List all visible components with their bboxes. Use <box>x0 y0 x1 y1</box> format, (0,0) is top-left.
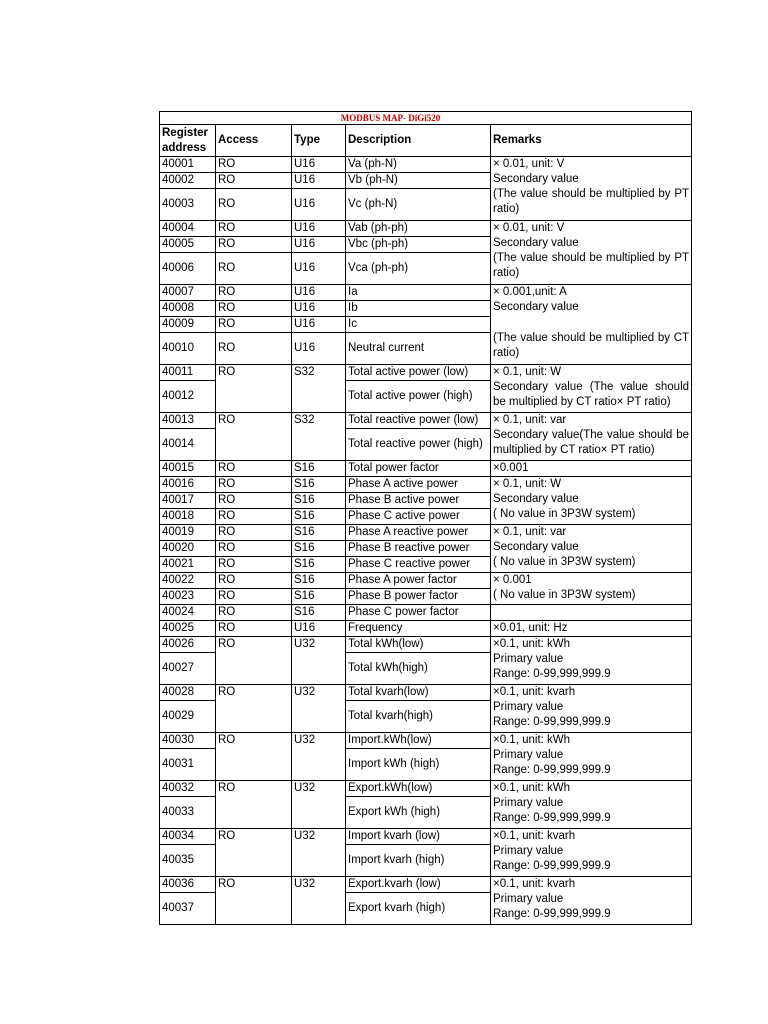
register-address-cell: 40023 <box>160 589 216 605</box>
remark-line: Primary value <box>493 893 564 905</box>
access-cell: RO <box>216 157 292 173</box>
register-address-cell: 40007 <box>160 285 216 301</box>
access-cell: RO <box>216 557 292 573</box>
remarks-cell <box>491 685 692 733</box>
type-cell: U16 <box>292 189 346 221</box>
register-address-cell: 40034 <box>160 829 216 845</box>
table-row <box>160 877 692 893</box>
register-address-cell: 40010 <box>160 333 216 365</box>
description-cell: Vca (ph-ph) <box>346 253 491 285</box>
remark-line: ×0.01, unit: Hz <box>493 622 568 634</box>
description-cell: Frequency <box>346 621 491 637</box>
register-address-cell: 40032 <box>160 781 216 797</box>
access-cell: RO <box>216 189 292 221</box>
remark-line: Range: 0-99,999,999.9 <box>493 764 611 776</box>
type-cell: U16 <box>292 285 346 301</box>
register-address-cell: 40033 <box>160 797 216 829</box>
remarks-cell <box>491 829 692 877</box>
type-cell: S16 <box>292 461 346 477</box>
register-address-cell: 40004 <box>160 221 216 237</box>
description-cell: Phase A power factor <box>346 573 491 589</box>
table-row <box>160 573 692 589</box>
type-cell: S16 <box>292 557 346 573</box>
remark-line: ( No value in 3P3W system) <box>493 556 636 568</box>
register-address-cell: 40009 <box>160 317 216 333</box>
remark-line: × 0.01, unit: V <box>493 158 565 170</box>
access-cell: RO <box>216 829 292 877</box>
remark-line: ( No value in 3P3W system) <box>493 589 636 601</box>
remarks-cell <box>491 365 692 413</box>
description-cell: Phase B power factor <box>346 589 491 605</box>
register-address-cell: 40006 <box>160 253 216 285</box>
table-title: MODBUS MAP- DiGi520 <box>340 113 441 123</box>
description-cell: Va (ph-N) <box>346 157 491 173</box>
table-row <box>160 733 692 749</box>
access-cell: RO <box>216 589 292 605</box>
register-address-cell: 40026 <box>160 637 216 653</box>
description-cell: Total reactive power (high) <box>346 429 491 461</box>
register-address-cell: 40013 <box>160 413 216 429</box>
access-cell: RO <box>216 253 292 285</box>
table-row <box>160 829 692 845</box>
table-row <box>160 461 692 477</box>
table-row <box>160 621 692 637</box>
remark-line: × 0.1, unit: W <box>493 366 562 378</box>
description-cell: Phase C active power <box>346 509 491 525</box>
type-cell: U32 <box>292 877 346 925</box>
register-address-cell: 40020 <box>160 541 216 557</box>
type-cell: U32 <box>292 781 346 829</box>
type-cell: S16 <box>292 525 346 541</box>
type-cell: U16 <box>292 621 346 637</box>
description-cell: Phase B active power <box>346 493 491 509</box>
remark-line: Range: 0-99,999,999.9 <box>493 716 611 728</box>
description-cell: Ic <box>346 317 491 333</box>
access-cell: RO <box>216 509 292 525</box>
remark-line: Primary value <box>493 749 564 761</box>
register-address-cell: 40016 <box>160 477 216 493</box>
type-cell: U16 <box>292 173 346 189</box>
remarks-cell <box>491 877 692 925</box>
access-cell: RO <box>216 365 292 413</box>
description-cell: Total active power (high) <box>346 381 491 413</box>
modbus-map-sheet <box>159 111 691 925</box>
table-row <box>160 685 692 701</box>
remarks-cell <box>491 461 692 477</box>
table-row <box>160 365 692 381</box>
type-cell: U16 <box>292 253 346 285</box>
header-description: Description <box>346 125 491 157</box>
remarks-cell <box>491 413 692 461</box>
description-cell: Total kvarh(low) <box>346 685 491 701</box>
remark-line: (The value should be multiplied by PT ratio) <box>493 188 690 215</box>
register-address-cell: 40027 <box>160 653 216 685</box>
remark-line: × 0.01, unit: V <box>493 222 565 234</box>
remark-line: × 0.1, unit: W <box>493 478 562 490</box>
register-address-cell: 40022 <box>160 573 216 589</box>
table-row <box>160 413 692 429</box>
remarks-cell <box>491 781 692 829</box>
access-cell: RO <box>216 573 292 589</box>
type-cell: U16 <box>292 237 346 253</box>
access-cell: RO <box>216 525 292 541</box>
access-cell: RO <box>216 781 292 829</box>
register-address-cell: 40028 <box>160 685 216 701</box>
type-cell: S32 <box>292 365 346 413</box>
remark-line: × 0.1, unit: var <box>493 414 567 426</box>
description-cell: Ia <box>346 285 491 301</box>
register-address-cell: 40024 <box>160 605 216 621</box>
description-cell: Ib <box>346 301 491 317</box>
table-row <box>160 525 692 541</box>
remark-line: Primary value <box>493 797 564 809</box>
remark-line: Range: 0-99,999,999.9 <box>493 860 611 872</box>
access-cell: RO <box>216 237 292 253</box>
type-cell: U16 <box>292 317 346 333</box>
header-access: Access <box>216 125 292 157</box>
access-cell: RO <box>216 637 292 685</box>
register-address-cell: 40011 <box>160 365 216 381</box>
type-cell: S16 <box>292 493 346 509</box>
register-address-cell: 40037 <box>160 893 216 925</box>
access-cell: RO <box>216 317 292 333</box>
remark-line: Range: 0-99,999,999.9 <box>493 812 611 824</box>
type-cell: U32 <box>292 733 346 781</box>
description-cell: Vb (ph-N) <box>346 173 491 189</box>
type-cell: S16 <box>292 477 346 493</box>
remark-line: Primary value <box>493 845 564 857</box>
description-cell: Import kvarh (high) <box>346 845 491 877</box>
table-row <box>160 221 692 237</box>
register-address-cell: 40021 <box>160 557 216 573</box>
description-cell: Export.kvarh (low) <box>346 877 491 893</box>
access-cell: RO <box>216 733 292 781</box>
remark-line: Secondary value <box>493 173 579 185</box>
description-cell: Neutral current <box>346 333 491 365</box>
register-address-cell: 40029 <box>160 701 216 733</box>
access-cell: RO <box>216 477 292 493</box>
register-address-cell: 40035 <box>160 845 216 877</box>
remark-line: × 0.001,unit: A <box>493 286 567 298</box>
register-address-cell: 40018 <box>160 509 216 525</box>
description-cell: Phase C reactive power <box>346 557 491 573</box>
type-cell: U16 <box>292 333 346 365</box>
description-cell: Total kWh(high) <box>346 653 491 685</box>
access-cell: RO <box>216 605 292 621</box>
register-address-cell: 40025 <box>160 621 216 637</box>
table-row <box>160 157 692 173</box>
type-cell: S16 <box>292 541 346 557</box>
remarks-cell <box>491 733 692 781</box>
register-address-cell: 40008 <box>160 301 216 317</box>
access-cell: RO <box>216 301 292 317</box>
access-cell: RO <box>216 685 292 733</box>
access-cell: RO <box>216 493 292 509</box>
remark-line: ×0.1, unit: kvarh <box>493 830 576 842</box>
type-cell: S32 <box>292 413 346 461</box>
remarks-cell <box>491 637 692 685</box>
description-cell: Export kvarh (high) <box>346 893 491 925</box>
access-cell: RO <box>216 461 292 477</box>
access-cell: RO <box>216 221 292 237</box>
register-address-cell: 40031 <box>160 749 216 781</box>
register-address-cell: 40017 <box>160 493 216 509</box>
table-row <box>160 605 692 621</box>
type-cell: S16 <box>292 573 346 589</box>
remarks-cell <box>491 621 692 637</box>
remark-line: (The value should be multiplied by CT ratio) <box>493 332 690 359</box>
remark-line: × 0.1, unit: var <box>493 526 567 538</box>
description-cell: Phase B reactive power <box>346 541 491 557</box>
remark-line: ×0.001 <box>493 462 529 474</box>
register-address-cell: 40005 <box>160 237 216 253</box>
remark-line: Secondary value <box>493 541 579 553</box>
register-address-cell: 40001 <box>160 157 216 173</box>
access-cell: RO <box>216 285 292 301</box>
remark-line: Secondary value (The value should be multiplied by CT ratio× PT ratio) <box>493 381 690 408</box>
description-cell: Phase A active power <box>346 477 491 493</box>
header-remarks: Remarks <box>491 125 692 157</box>
type-cell: U32 <box>292 685 346 733</box>
type-cell: U16 <box>292 157 346 173</box>
remarks-cell <box>491 477 692 525</box>
description-cell: Import.kWh(low) <box>346 733 491 749</box>
description-cell: Total active power (low) <box>346 365 491 381</box>
table-row <box>160 477 692 493</box>
description-cell: Import kvarh (low) <box>346 829 491 845</box>
description-cell: Vbc (ph-ph) <box>346 237 491 253</box>
description-cell: Export kWh (high) <box>346 797 491 829</box>
register-address-cell: 40036 <box>160 877 216 893</box>
header-register-address: Register address <box>160 125 216 157</box>
description-cell: Total reactive power (low) <box>346 413 491 429</box>
remarks-cell <box>491 525 692 573</box>
register-address-cell: 40014 <box>160 429 216 461</box>
type-cell: U16 <box>292 301 346 317</box>
description-cell: Vc (ph-N) <box>346 189 491 221</box>
remark-line: ×0.1, unit: kWh <box>493 638 571 650</box>
description-cell: Total power factor <box>346 461 491 477</box>
remark-line: × 0.001 <box>493 574 532 586</box>
remarks-cell <box>491 221 692 285</box>
register-address-cell: 40030 <box>160 733 216 749</box>
remark-line: (The value should be multiplied by PT ratio) <box>493 252 690 279</box>
register-address-cell: 40002 <box>160 173 216 189</box>
remarks-cell <box>491 573 692 605</box>
access-cell: RO <box>216 877 292 925</box>
remarks-cell <box>491 605 692 621</box>
access-cell: RO <box>216 413 292 461</box>
type-cell: S16 <box>292 605 346 621</box>
description-cell: Vab (ph-ph) <box>346 221 491 237</box>
remark-line: ×0.1, unit: kWh <box>493 734 571 746</box>
remarks-cell <box>491 285 692 365</box>
header-type: Type <box>292 125 346 157</box>
table-row <box>160 285 692 301</box>
type-cell: U32 <box>292 829 346 877</box>
access-cell: RO <box>216 621 292 637</box>
access-cell: RO <box>216 541 292 557</box>
table-row <box>160 637 692 653</box>
header-row <box>160 125 692 157</box>
remark-line: ( No value in 3P3W system) <box>493 508 636 520</box>
description-cell: Phase A reactive power <box>346 525 491 541</box>
access-cell: RO <box>216 173 292 189</box>
remark-line: Secondary value <box>493 493 579 505</box>
remark-line: ×0.1, unit: kvarh <box>493 878 576 890</box>
remark-line: Primary value <box>493 701 564 713</box>
type-cell: U16 <box>292 221 346 237</box>
register-address-cell: 40015 <box>160 461 216 477</box>
description-cell: Total kWh(low) <box>346 637 491 653</box>
type-cell: S16 <box>292 589 346 605</box>
table-row <box>160 781 692 797</box>
access-cell: RO <box>216 333 292 365</box>
type-cell: S16 <box>292 509 346 525</box>
description-cell: Export.kWh(low) <box>346 781 491 797</box>
register-address-cell: 40012 <box>160 381 216 413</box>
remark-line: Secondary value <box>493 237 579 249</box>
remark-line: Secondary value <box>493 301 579 313</box>
remark-line: Range: 0-99,999,999.9 <box>493 908 611 920</box>
description-cell: Phase C power factor <box>346 605 491 621</box>
register-address-cell: 40003 <box>160 189 216 221</box>
modbus-register-table <box>159 111 692 925</box>
remark-line: Primary value <box>493 653 564 665</box>
remark-line: ×0.1, unit: kvarh <box>493 686 576 698</box>
description-cell: Import kWh (high) <box>346 749 491 781</box>
remarks-cell <box>491 157 692 221</box>
register-address-cell: 40019 <box>160 525 216 541</box>
description-cell: Total kvarh(high) <box>346 701 491 733</box>
remark-line: Secondary value(The value should be multiplied by CT ratio× PT ratio) <box>493 429 690 456</box>
remark-line: ×0.1, unit: kWh <box>493 782 571 794</box>
remark-line: Range: 0-99,999,999.9 <box>493 668 611 680</box>
type-cell: U32 <box>292 637 346 685</box>
title-row <box>160 112 692 125</box>
